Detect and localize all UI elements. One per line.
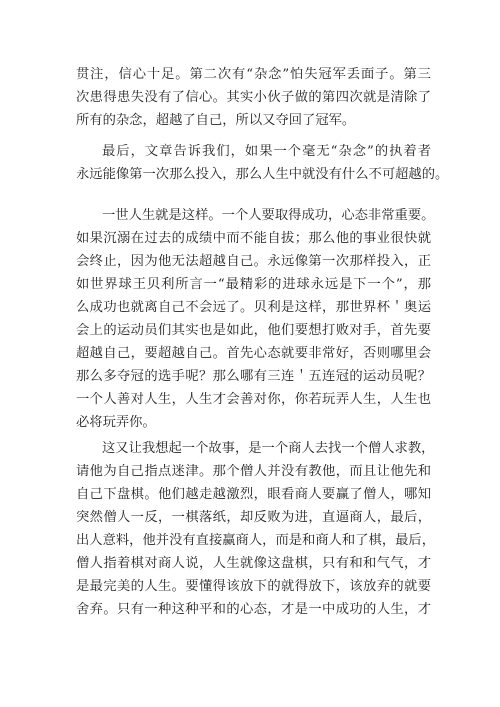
text-line: 最后，文章告诉我们，如果一个毫无“杂念”的执着者 xyxy=(102,144,431,159)
text-line: 永远能像第一次那么投入，那么人生中就没有什么不可超越的。 xyxy=(76,167,449,182)
paragraph-2 xyxy=(76,140,449,186)
text-line: 是最完美的人生。要懂得该放下的就得放下，该放弃的就要 xyxy=(76,579,431,594)
text-line: 超越自己，要超越自己。首先心态就要非常好，否则哪里会 xyxy=(76,346,431,361)
paragraph-3 xyxy=(76,204,435,434)
text-line: 请他为自己指点迷津。那个僧人并没有教他，而且让他先和 xyxy=(76,464,431,479)
text-line: 这又让我想起一个故事，是一个商人去找一个僧人求教， xyxy=(102,441,435,456)
text-line: 次患得患失没有了信心。其实小伙子做的第四次就是清除了 xyxy=(76,90,431,105)
text-line: 僧人指着棋对商人说，人生就像这盘棋，只有和和气气，才 xyxy=(76,556,431,571)
text-line: 舍弃。只有一种这种平和的心态，才是一中成功的人生，才 xyxy=(76,602,431,617)
text-line: 会上的运动员们其实也是如此，他们要想打败对手，首先要 xyxy=(76,323,431,338)
text-line: 贯注，信心十足。第二次有“杂念”怕失冠军丢面子。第三 xyxy=(76,67,431,82)
text-line: 一世人生就是这样。一个人要取得成功，心态非常重要。 xyxy=(102,208,435,223)
paragraph-1 xyxy=(76,63,431,132)
text-line: 么成功也就离自己不会远了。贝利是这样，那世界杯＇奥运 xyxy=(76,300,431,315)
text-line: 自己下盘棋。他们越走越激烈，眼看商人要赢了僧人，哪知 xyxy=(76,487,431,502)
text-line: 必将玩弄你。 xyxy=(76,415,156,430)
paragraph-4 xyxy=(76,437,436,621)
text-line: 如果沉溺在过去的成绩中而不能自拔；那么他的事业很快就 xyxy=(76,231,431,246)
text-line: 那么多夺冠的选手呢？那么哪有三连＇五连冠的运动员呢？ xyxy=(76,369,431,384)
text-line: 如世界球王贝利所言一“最精彩的进球永远是下一个”，那 xyxy=(76,277,431,292)
text-line: 一个人善对人生，人生才会善对你，你若玩弄人生，人生也 xyxy=(76,392,431,407)
text-line: 会终止，因为他无法超越自己。永远像第一次那样投入，正 xyxy=(76,254,431,269)
text-line: 出人意料，他并没有直接赢商人，而是和商人和了棋，最后， xyxy=(76,533,436,548)
text-line: 突然僧人一反，一棋落纸，却反败为进，直逼商人，最后， xyxy=(76,510,431,525)
text-line: 所有的杂念，超越了自己，所以又夺回了冠军。 xyxy=(76,113,356,128)
